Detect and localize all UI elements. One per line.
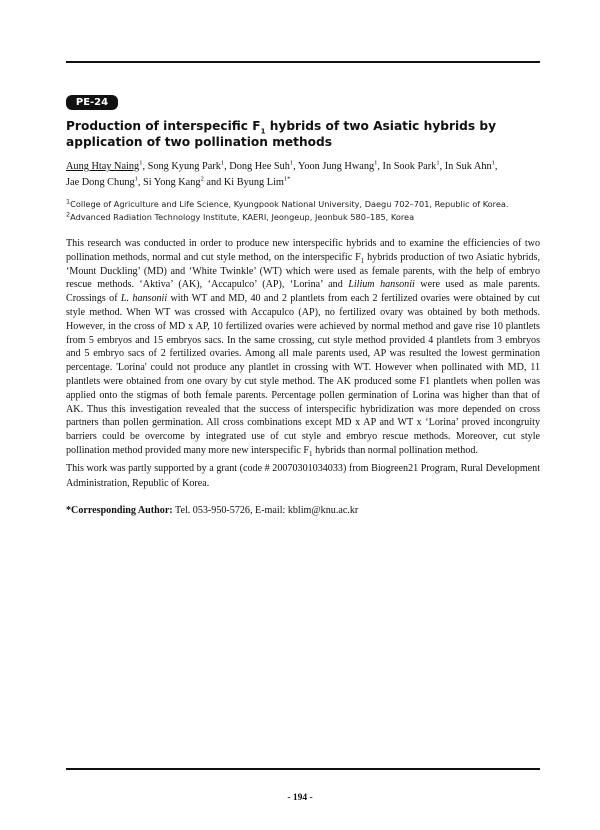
- author-affil-mark: 1: [220, 159, 225, 167]
- corresponding-phone: Tel. 053-950-5726, E-mail:: [172, 505, 288, 516]
- author-separator: ,: [224, 161, 230, 172]
- corresponding-author: [66, 503, 540, 518]
- author-affil-mark: 2: [200, 175, 204, 183]
- author-affil-mark: 1: [139, 159, 143, 167]
- abstract-body: [66, 237, 540, 458]
- abstract-text: with WT and MD, 40 and 2 plantlets from each 2 fertilized ovaries were obtained by cut style method. When WT was crossed with Accapulco (AP), no fertilized ovary was obtained by both methods. However, in the cross of MD x AP, 10 fertilized ovaries were achieved by normal method and gave rise 10 plantlets from 5 embryos and 15 embryos sacs. In the same crossing, cut style method provided 4 plantlets from 3 embryos and 5 embryo sacs of 2 fertilized ovaries. Among all male parents used, AP was resulted the lowest germination percentage. 'Lorina' could not produce any plantlet in crossing with WT. However when pollinated with MD, 11 plantlets were obtained from one ovary by cut style method. The AK produced some F1 plantlets when pollen was applied onto the stigmas of both female parents. Percentage pollen germination of Lorina was higher than that of AK. Thus this investigation revealed that the success of interspecific hybridization was more depended on cross partners than pollen germination. All cross combinations except MD x AP and WT x ‘Lorina’ proved incongruity barriers could be overcome by integrated use of cut style and embryo rescue methods. Moreover, cut style pollination method provided many more new interspecific F: [66, 293, 541, 456]
- abstract-text: were used as male parents. Crossings of: [66, 279, 540, 305]
- author-affil-mark: 1*: [283, 175, 291, 183]
- affiliation-line: [66, 198, 542, 211]
- affiliation-mark: 2: [66, 210, 71, 219]
- author-separator: ,: [377, 161, 383, 172]
- species-name: L. hansonii: [120, 293, 168, 305]
- top-rule: [66, 61, 540, 63]
- affiliation-mark: 1: [66, 197, 71, 206]
- page-number: - 194 -: [287, 793, 313, 803]
- abstract-text: hybrids than normal pollination method.: [312, 444, 478, 456]
- author-name: Si Yong Kang: [143, 177, 201, 188]
- abstract-subscript: 1: [360, 256, 365, 265]
- author-name: Yoon Jung Hwang: [297, 161, 375, 172]
- abstract-subscript: 1: [309, 449, 313, 458]
- affiliation-text: Advanced Radiation Technology Institute, KAERI, Jeongeup, Jeonbuk 580–185, Korea: [70, 212, 415, 222]
- author-name: In Suk Ahn: [444, 161, 492, 172]
- author-affil-mark: 1: [289, 159, 294, 167]
- author-separator: and: [203, 177, 224, 188]
- title-subscript: 1: [260, 127, 266, 136]
- abstract-text: hybrids production of two Asiatic hybrids, ‘Mount Duckling’ (MD) and ‘White Twinkle’ (WT) which were used as female parents, with the help of embryo rescue methods. ‘Aktiva’ (AK), ‘Accapulco’ (AP), ‘Lorina’ and: [66, 251, 540, 291]
- funding-statement: This work was partly supported by a grant (code # 20070301034033) from Biogreen21 Program, Rural Development Administration, Republic of Korea.: [66, 463, 540, 489]
- author-affil-mark: 1: [374, 159, 378, 167]
- title-part-2: hybrids of two Asiatic hybrids by application of two pollination methods: [66, 119, 497, 149]
- author-name: Jae Dong Chung: [66, 177, 135, 188]
- affiliation-line: [66, 211, 542, 224]
- corresponding-label: *Corresponding Author:: [66, 505, 173, 516]
- author-affil-mark: 1: [436, 159, 440, 167]
- abstract-text: This research was conducted in order to produce new interspecific hybrids and to examine the efficiencies of two pollination methods, normal and cut style method, on the interspecific F: [66, 238, 540, 263]
- author-affil-mark: 1: [134, 175, 138, 183]
- author-name: Song Kyung Park: [147, 161, 221, 172]
- author-separator: ,: [494, 161, 498, 172]
- corresponding-email: kblim@knu.ac.kr: [287, 505, 359, 516]
- affiliations: [66, 198, 542, 224]
- bottom-rule: [66, 768, 540, 770]
- abstract-code-badge: PE-24: [66, 95, 118, 110]
- author-list: [66, 159, 542, 191]
- author-separator: ,: [439, 161, 445, 172]
- author-name: Ki Byung Lim: [223, 177, 284, 188]
- author-name: In Sook Park: [382, 161, 437, 172]
- author-name: Dong Hee Suh: [229, 161, 290, 172]
- author-separator: ,: [137, 177, 144, 188]
- paper-title: [66, 118, 542, 150]
- affiliation-text: College of Agriculture and Life Science, Kyungpook National University, Daegu 702–701, Republic of Korea.: [70, 199, 509, 209]
- author-separator: ,: [142, 161, 148, 172]
- author-affil-mark: 1: [491, 159, 495, 167]
- author-name: Aung Htay Naing: [66, 161, 140, 172]
- author-separator: ,: [293, 161, 298, 172]
- title-part-1: Production of interspecific F: [66, 119, 261, 133]
- species-name: Lilium hansonii: [348, 279, 415, 291]
